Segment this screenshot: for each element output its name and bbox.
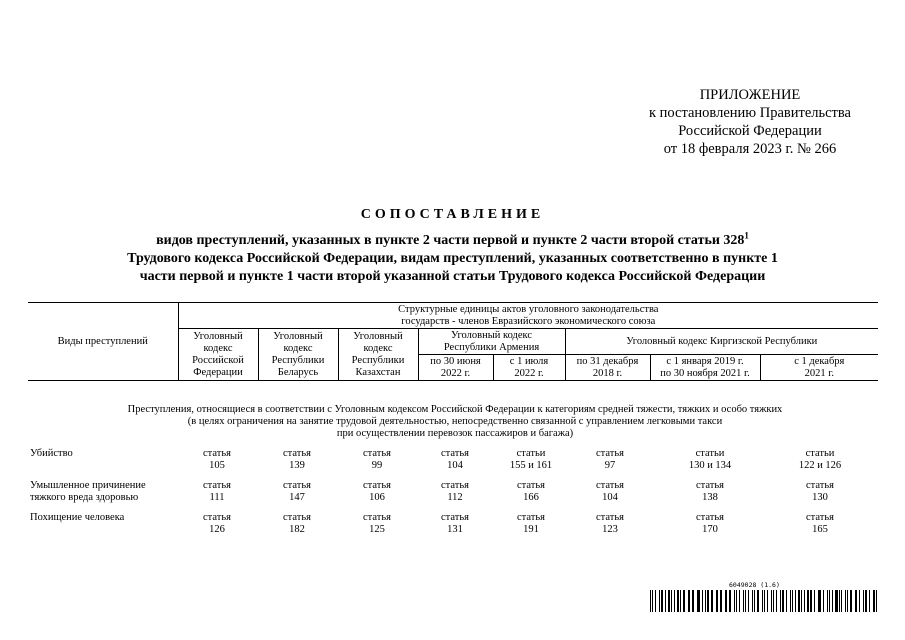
- header-by-code: Уголовный кодекс Республики Беларусь: [258, 329, 338, 381]
- article-cell: статья 126: [203, 512, 231, 535]
- barcode-bar: [832, 590, 833, 612]
- barcode-bar: [829, 590, 830, 612]
- barcode-bar: [762, 590, 763, 612]
- barcode-bar: [792, 590, 793, 612]
- article-cell: статья 123: [596, 512, 624, 535]
- article-cell: статья 191: [517, 512, 545, 535]
- barcode-bar: [859, 590, 860, 612]
- barcode-bar: [720, 590, 721, 612]
- header-am-until: по 30 июня 2022 г.: [418, 355, 493, 381]
- article-cell: статья 131: [441, 512, 469, 535]
- barcode-bar: [705, 590, 706, 612]
- barcode-bar: [827, 590, 828, 612]
- barcode-bar: [773, 590, 774, 612]
- barcode-bar: [873, 590, 874, 612]
- article-cell: статья 165: [806, 512, 834, 535]
- appendix-line: Российской Федерации: [678, 123, 822, 139]
- barcode-bar: [717, 590, 718, 612]
- barcode-bar: [814, 590, 815, 612]
- article-cell: статья 125: [363, 512, 391, 535]
- appendix-line: к постановлению Правительства: [649, 105, 851, 121]
- barcode-bar: [734, 590, 735, 612]
- barcode-bar: [855, 590, 856, 612]
- article-cell: статья 130: [806, 480, 834, 503]
- barcode-bar: [776, 590, 777, 612]
- barcode-bar: [736, 590, 737, 612]
- article-cell: статьи 122 и 126: [798, 448, 842, 471]
- barcode-bar: [752, 590, 753, 612]
- subtitle-line: Трудового кодекса Российской Федерации, видам преступлений, указанных соответственно в пункте 1: [127, 251, 778, 266]
- barcode-bar: [707, 590, 709, 612]
- barcode-bar: [650, 590, 651, 612]
- barcode-bar: [711, 590, 712, 612]
- barcode-bar: [748, 590, 749, 612]
- barcode-bar: [841, 590, 842, 612]
- barcode-bar: [847, 590, 848, 612]
- barcode-bar: [661, 590, 663, 612]
- subtitle-line: части первой и пункте 1 части второй указанной статьи Трудового кодекса Российской Федерации: [139, 269, 766, 284]
- barcode-bar: [780, 590, 781, 612]
- barcode-bar: [698, 590, 699, 612]
- barcode-bar: [652, 590, 653, 612]
- barcode-bar: [835, 590, 837, 612]
- barcode-bar: [819, 590, 820, 612]
- barcode-bar: [739, 590, 740, 612]
- header-crime-types: Виды преступлений: [28, 303, 178, 381]
- article-cell: статья 112: [441, 480, 469, 503]
- barcode-bar: [671, 590, 672, 612]
- document-code: 6049028 (1.6): [729, 581, 780, 589]
- section-heading: Преступления, относящиеся в соответствии с Уголовным кодексом Российской Федерации к категориям средней тяжести, тяжких и особо тяжких (в целях ограничения на занятие трудовой деятельностью, непосредственно связанной с управлением легковыми такси при осуществлении перевозок пассажиров и багажа): [127, 404, 783, 439]
- barcode-bar: [801, 590, 802, 612]
- barcode-bar: [655, 590, 656, 612]
- barcode-bar: [823, 590, 824, 612]
- barcode-bar: [665, 590, 666, 612]
- barcode-bar: [757, 590, 759, 612]
- barcode-bar: [702, 590, 703, 612]
- header-kg-middle: с 1 января 2019 г. по 30 ноября 2021 г.: [650, 355, 760, 381]
- barcode-bar: [810, 590, 812, 612]
- barcode-bar: [869, 590, 870, 612]
- crime-type-name: Убийство: [30, 448, 73, 459]
- barcode-bar: [688, 590, 689, 612]
- subtitle-line: видов преступлений, указанных в пункте 2 части первой и пункте 2 части второй статьи 328: [156, 233, 745, 248]
- appendix-date: от 18 февраля 2023 г. № 266: [663, 141, 837, 157]
- header-structural-units: Структурные единицы актов уголовного законодательства государств - членов Евразийского экономического союза: [178, 303, 878, 329]
- article-cell: статья 139: [283, 448, 311, 471]
- subtitle-superscript: 1: [744, 230, 749, 241]
- article-cell: статья 106: [363, 480, 391, 503]
- barcode-bar: [818, 590, 819, 612]
- document-subtitle: [20, 232, 885, 286]
- barcode-bar: [876, 590, 877, 612]
- appendix-title: ПРИЛОЖЕНИЕ: [699, 87, 801, 103]
- comparison-table-header: [28, 302, 878, 381]
- document-title: СОПОСТАВЛЕНИЕ: [360, 207, 545, 222]
- barcode-bar: [743, 590, 744, 612]
- article-cell: статья 99: [363, 448, 391, 471]
- barcode-bar: [850, 590, 851, 612]
- barcode-bar: [767, 590, 768, 612]
- header-am-from: с 1 июля 2022 г.: [493, 355, 565, 381]
- article-cell: статья 170: [696, 512, 724, 535]
- article-cell: статья 104: [596, 480, 624, 503]
- barcode-bar: [856, 590, 857, 612]
- crime-type-name: Умышленное причинение тяжкого вреда здоровью: [30, 480, 146, 503]
- barcode-bar: [726, 590, 727, 612]
- barcode-bar: [771, 590, 772, 612]
- barcode-bar: [697, 590, 698, 612]
- barcode-bar: [786, 590, 787, 612]
- article-cell: статья 104: [441, 448, 469, 471]
- article-cell: статья 182: [283, 512, 311, 535]
- barcode-bar: [745, 590, 746, 612]
- barcode-bar: [795, 590, 796, 612]
- barcode-bar: [839, 590, 840, 612]
- barcode-bar: [668, 590, 669, 612]
- barcode-bar: [798, 590, 799, 612]
- barcode-bar: [807, 590, 808, 612]
- barcode-bar: [729, 590, 731, 612]
- header-kg-from: с 1 декабря 2021 г.: [760, 355, 878, 381]
- header-kg-code: Уголовный кодекс Киргизской Республики: [565, 329, 878, 355]
- barcode-bar: [692, 590, 693, 612]
- barcode-bar: [680, 590, 681, 612]
- barcode-bar: [782, 590, 784, 612]
- barcode-image: [650, 590, 878, 612]
- article-cell: статья 111: [203, 480, 231, 503]
- header-am-code: Уголовный кодекс Республики Армения: [418, 329, 565, 355]
- barcode-bar: [804, 590, 805, 612]
- barcode-bar: [863, 590, 864, 612]
- article-cell: статьи 155 и 161: [509, 448, 553, 471]
- appendix-block: [600, 86, 900, 158]
- barcode-bar: [677, 590, 678, 612]
- barcode-bar: [683, 590, 685, 612]
- barcode-bar: [689, 590, 690, 612]
- header-kz-code: Уголовный кодекс Республики Казахстан: [338, 329, 418, 381]
- article-cell: статья 147: [283, 480, 311, 503]
- barcode-bar: [674, 590, 675, 612]
- barcode-bar: [845, 590, 846, 612]
- crime-type-name: Похищение человека: [30, 512, 125, 523]
- header-kg-until: по 31 декабря 2018 г.: [565, 355, 650, 381]
- barcode-bar: [754, 590, 755, 612]
- barcode-bar: [865, 590, 867, 612]
- barcode-bar: [716, 590, 717, 612]
- barcode-bar: [659, 590, 660, 612]
- barcode-bar: [725, 590, 726, 612]
- header-rf-code: Уголовный кодекс Российской Федерации: [178, 329, 258, 381]
- article-cell: статья 97: [596, 448, 624, 471]
- article-cell: статья 105: [203, 448, 231, 471]
- article-cell: статья 166: [517, 480, 545, 503]
- barcode-bar: [764, 590, 765, 612]
- article-cell: статьи 130 и 134: [688, 448, 732, 471]
- barcode-bar: [790, 590, 791, 612]
- article-cell: статья 138: [696, 480, 724, 503]
